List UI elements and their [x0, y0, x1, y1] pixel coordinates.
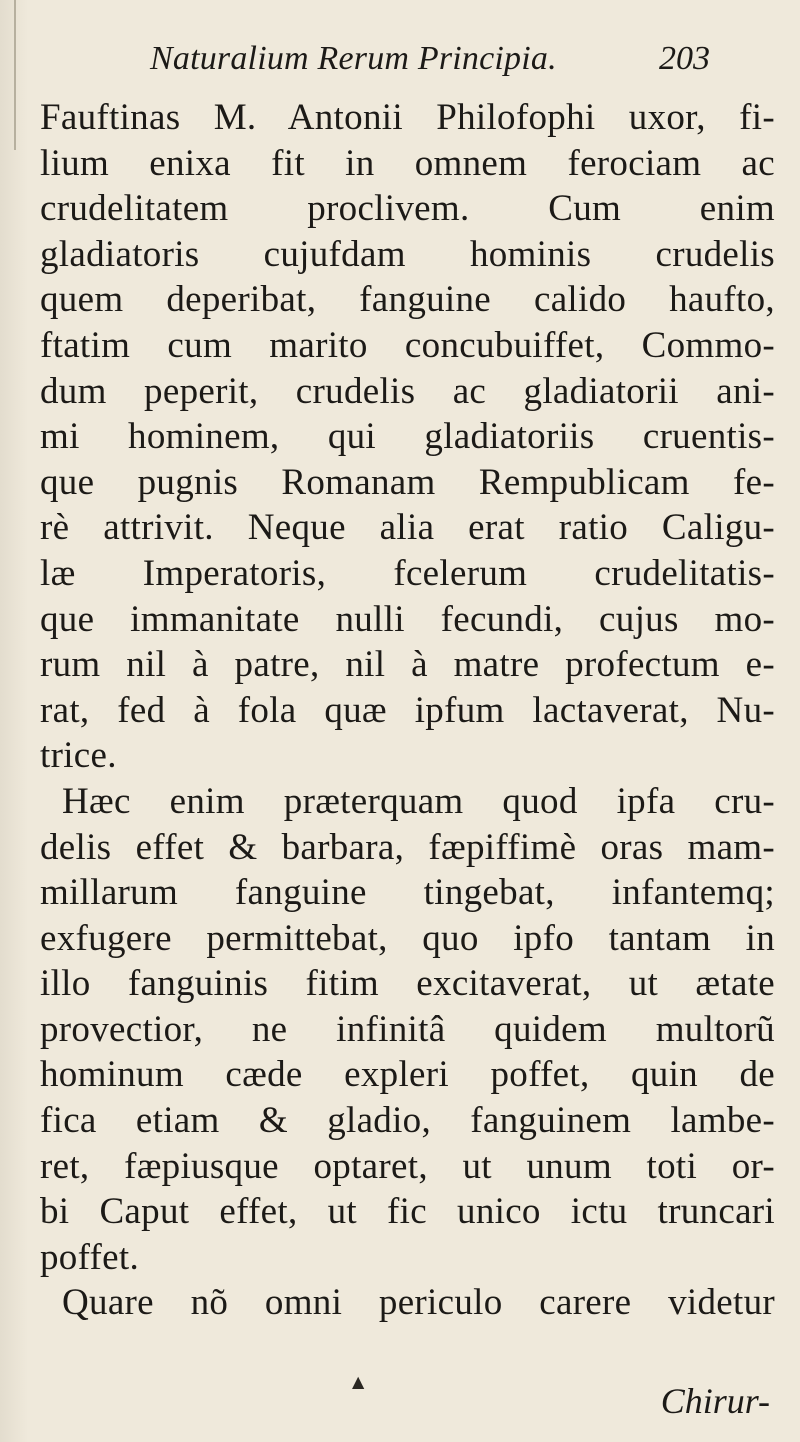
body-text: [40, 95, 775, 1326]
catchword: Chirur-: [660, 1381, 770, 1421]
text-line: que pugnis Romanam Rempublicam fe-: [40, 461, 775, 503]
text-line: trice.: [40, 735, 117, 777]
binding-gutter: [14, 0, 16, 150]
text-line: ftatim cum marito concubuiffet, Commo-: [40, 324, 775, 366]
text-line: Quare nõ omni periculo carere videtur: [62, 1282, 775, 1324]
page-number: 203: [659, 40, 710, 77]
text-line: gladiatoris cujufdam hominis crudelis: [40, 233, 775, 275]
text-line: dum peperit, crudelis ac gladiatorii ani-: [40, 370, 775, 412]
page-header: [150, 40, 710, 90]
text-line: quem deperibat, fanguine calido haufto,: [40, 279, 775, 321]
text-line: Fauftinas M. Antonii Philofophi uxor, fi-: [40, 97, 775, 138]
text-line: lium enixa fit in omnem ferociam ac: [40, 142, 775, 184]
text-line: hominum cæde expleri poffet, quin de: [40, 1054, 775, 1096]
text-line: fica etiam & gladio, fanguinem lambe-: [40, 1100, 775, 1142]
text-line: provectior, ne infinitâ quidem multorũ: [40, 1008, 775, 1050]
text-line: mi hominem, qui gladiatoriis cruentis-: [40, 416, 775, 458]
text-line: rat, fed à fola quæ ipfum lactaverat, Nu-: [40, 689, 775, 731]
text-line: bi Caput effet, ut fic unico ictu truncari: [40, 1191, 775, 1233]
text-line: que immanitate nulli fecundi, cujus mo-: [40, 598, 775, 640]
text-line: rum nil à patre, nil à matre profectum e-: [40, 644, 775, 686]
text-line: rè attrivit. Neque alia erat ratio Caligu-: [40, 507, 775, 549]
signature-mark-icon: ▲: [352, 1372, 365, 1391]
text-line: millarum fanguine tingebat, infantemq;: [40, 872, 775, 914]
text-line: ret, fæpiusque optaret, ut unum toti or-: [40, 1145, 775, 1187]
text-line: læ Imperatoris, fcelerum crudelitatis-: [40, 552, 775, 594]
text-line: delis effet & barbara, fæpiffimè oras mam-: [40, 826, 775, 868]
text-line: illo fanguinis fitim excitaverat, ut ætate: [40, 963, 775, 1005]
text-line: Hæc enim præterquam quod ipfa cru-: [62, 780, 775, 822]
running-head: Naturalium Rerum Principia.: [150, 40, 557, 77]
text-line: poffet.: [40, 1236, 140, 1278]
text-line: crudelitatem proclivem. Cum enim: [40, 188, 775, 230]
text-line: exfugere permittebat, quo ipfo tantam in: [40, 917, 775, 959]
